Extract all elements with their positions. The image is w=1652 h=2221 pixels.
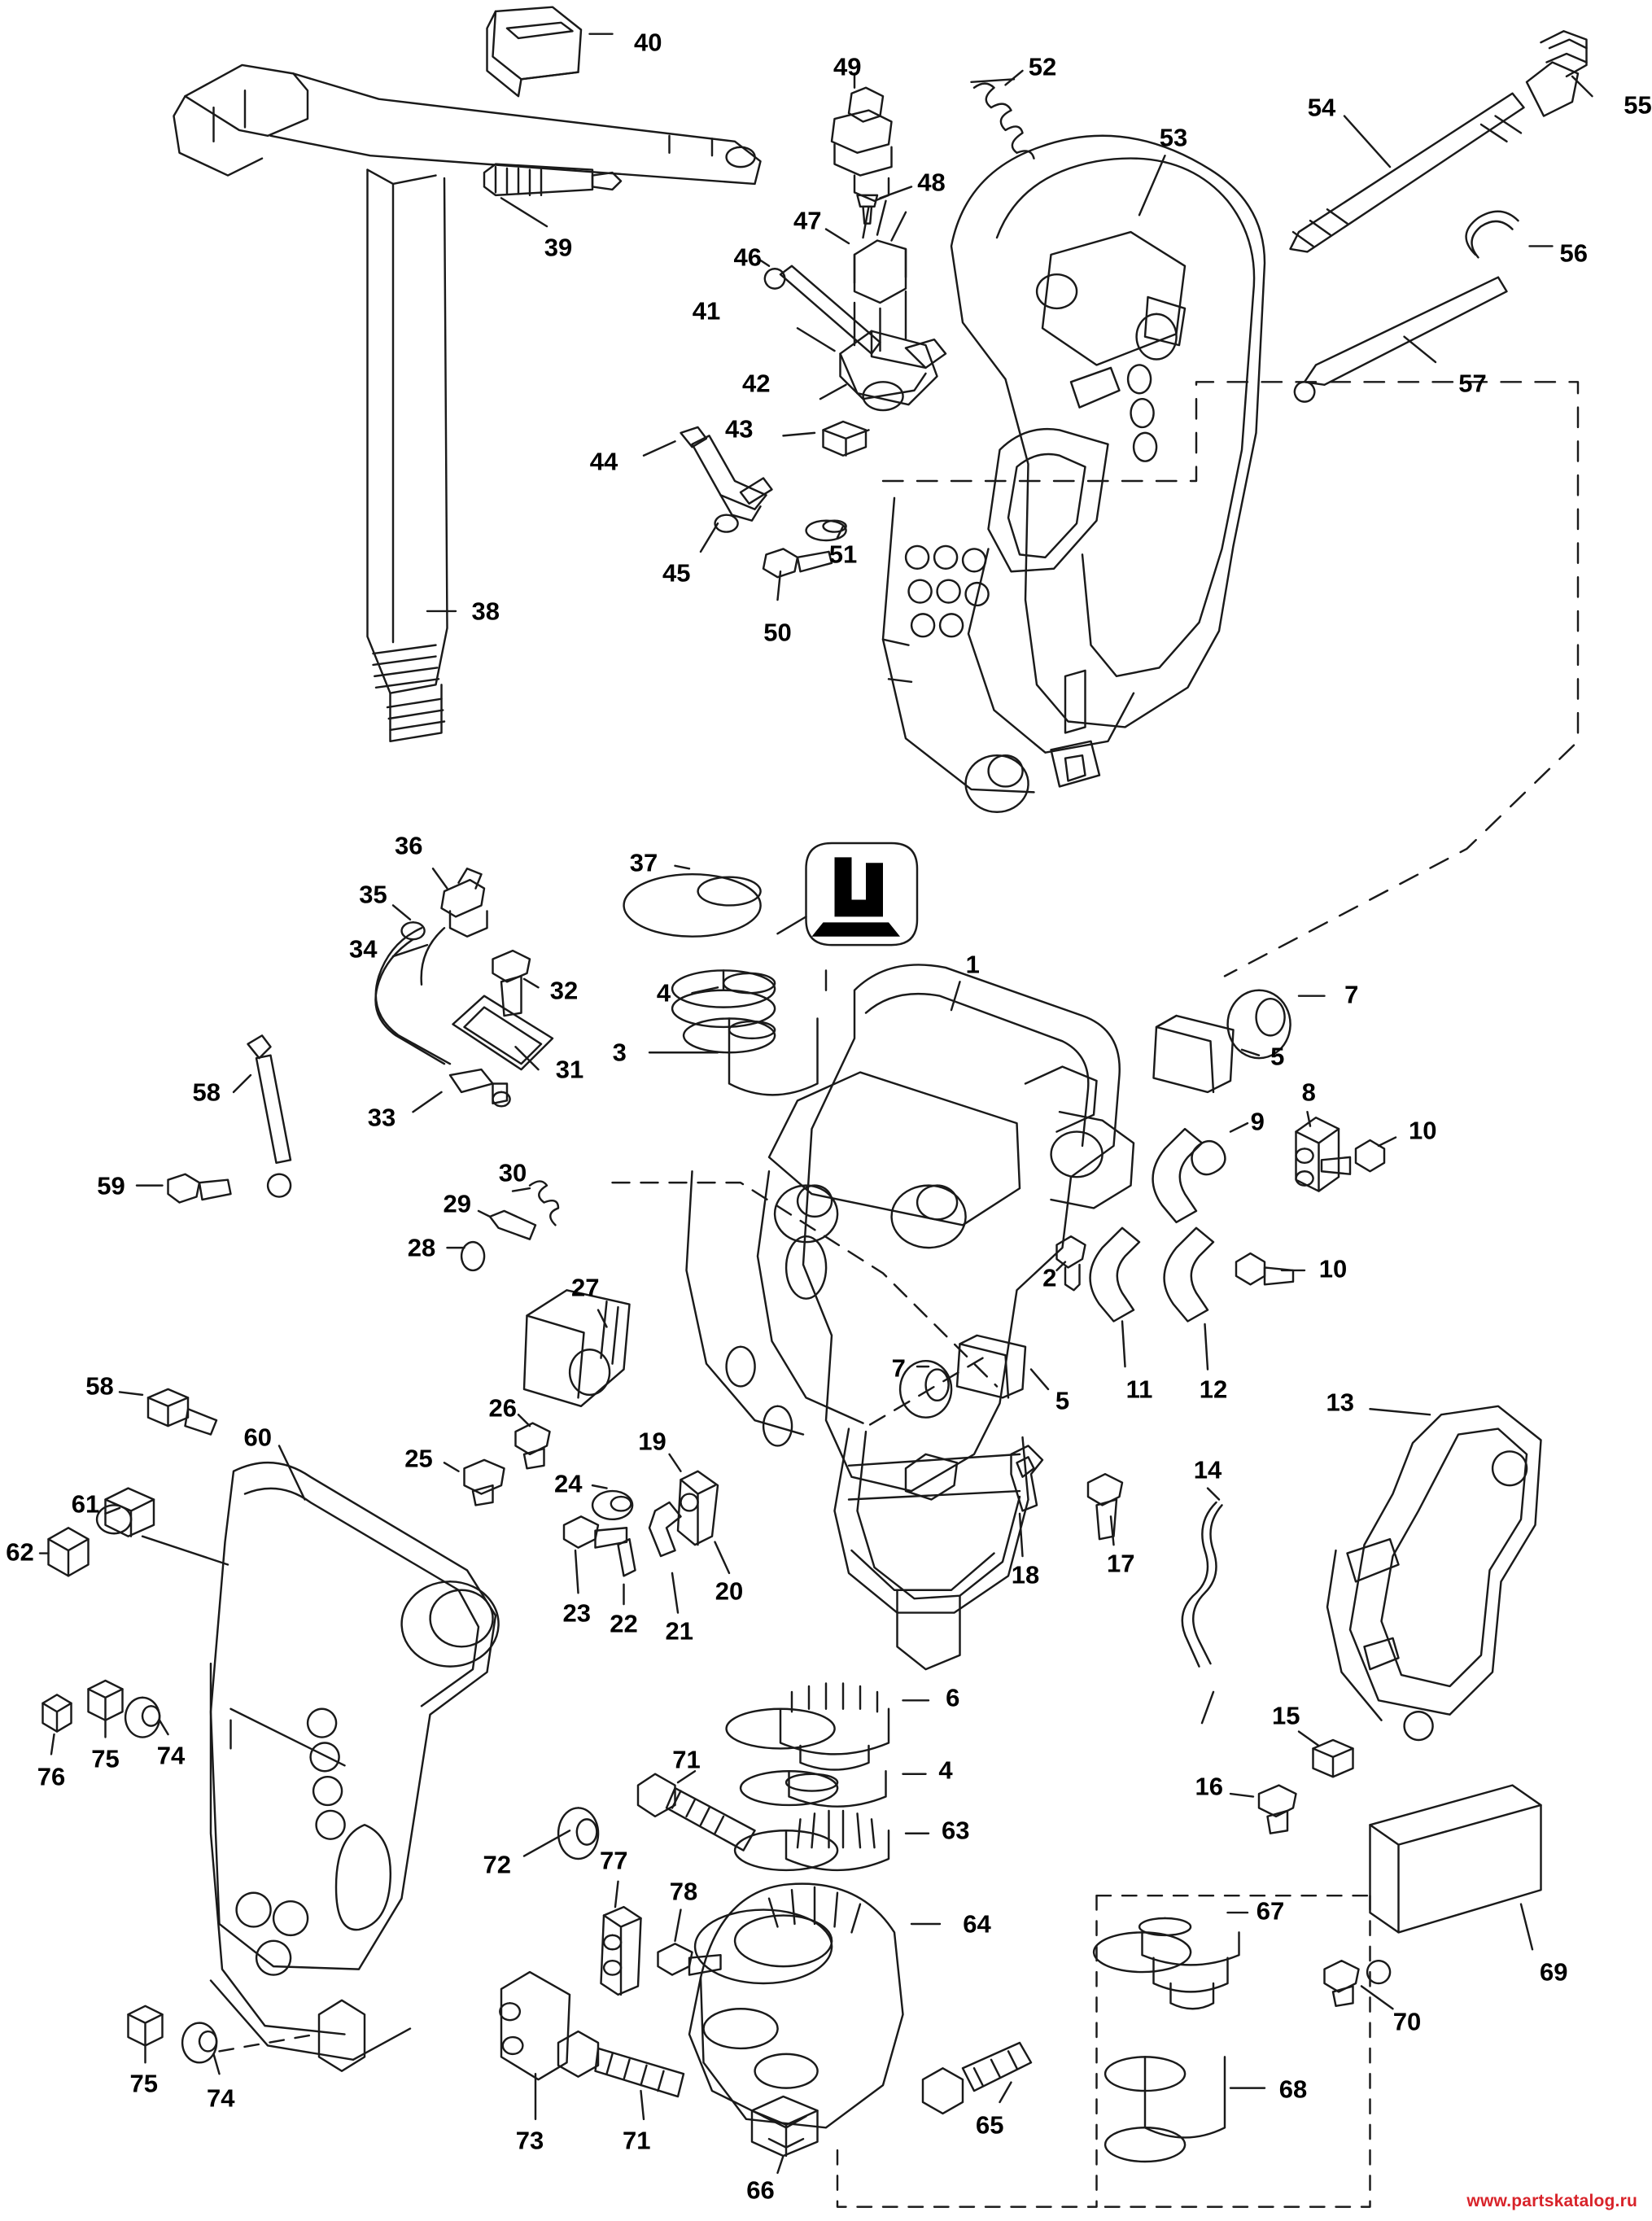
part-13-transom-bracket bbox=[1327, 1406, 1541, 1740]
part-43-nut bbox=[824, 422, 869, 456]
part-75-nut-upper bbox=[89, 1681, 123, 1720]
callout-number: 67 bbox=[1256, 1896, 1285, 1926]
callout-number: 24 bbox=[554, 1469, 583, 1498]
callout-number: 19 bbox=[638, 1427, 666, 1456]
callout-number: 1 bbox=[965, 950, 980, 979]
callout-number: 5 bbox=[1270, 1042, 1285, 1071]
callout-number: 61 bbox=[71, 1489, 100, 1519]
part-16-bolt bbox=[1259, 1786, 1296, 1834]
callout-number: 32 bbox=[549, 976, 579, 1005]
part-59-bolt bbox=[168, 1174, 231, 1203]
part-58-rod-upper bbox=[248, 1035, 291, 1196]
callout-number: 5 bbox=[1055, 1386, 1070, 1415]
part-53-swivel-bracket bbox=[883, 136, 1265, 812]
part-71-bolt-lower bbox=[558, 2031, 684, 2096]
part-21-clip bbox=[649, 1502, 681, 1556]
callout-number: 51 bbox=[828, 540, 858, 569]
part-17-bolt bbox=[1088, 1474, 1122, 1539]
part-4-bushing-lower bbox=[741, 1771, 885, 1806]
callout-number: 75 bbox=[91, 1744, 120, 1773]
callout-number: 34 bbox=[349, 934, 378, 964]
callout-number: 11 bbox=[1125, 1375, 1153, 1404]
callout-number: 40 bbox=[634, 28, 662, 57]
callout-number: 10 bbox=[1318, 1254, 1348, 1283]
part-12-clamp bbox=[1165, 1228, 1213, 1322]
callout-number: 53 bbox=[1159, 123, 1188, 152]
callout-number: 2 bbox=[1042, 1263, 1057, 1292]
callout-number: 6 bbox=[946, 1683, 960, 1712]
part-70-bolt bbox=[1325, 1961, 1359, 2006]
part-77-bracket bbox=[601, 1907, 641, 1995]
part-23-bolt bbox=[564, 1516, 627, 1547]
callout-number: 74 bbox=[156, 1741, 186, 1770]
part-8-bracket-small bbox=[1296, 1117, 1340, 1191]
callout-number: 66 bbox=[746, 2175, 775, 2205]
part-50-bolt bbox=[763, 549, 832, 577]
part-56-clip bbox=[1466, 212, 1519, 258]
callout-number: 49 bbox=[833, 52, 862, 81]
part-9-clamp-half-upper bbox=[1153, 1129, 1226, 1222]
part-25-screw bbox=[465, 1460, 505, 1506]
callout-number: 18 bbox=[1011, 1560, 1040, 1589]
part-44-45-lever bbox=[681, 427, 772, 532]
part-47-wires bbox=[854, 201, 906, 351]
part-41-42-43-cam bbox=[841, 331, 946, 410]
part-64-lower-housing bbox=[689, 1884, 903, 2128]
callout-number: 4 bbox=[656, 978, 671, 1008]
callout-number: 43 bbox=[725, 414, 754, 444]
callout-number: 27 bbox=[571, 1273, 600, 1302]
part-28-cap bbox=[461, 1242, 484, 1270]
part-49-grommet bbox=[832, 88, 892, 201]
callout-number: 31 bbox=[555, 1055, 584, 1084]
callout-number: 48 bbox=[917, 168, 946, 197]
part-60-clamp-bracket bbox=[211, 1462, 499, 2071]
part-2-fitting bbox=[1057, 1236, 1086, 1290]
part-68-bushing bbox=[1105, 2057, 1225, 2162]
callout-number: 60 bbox=[243, 1423, 272, 1452]
part-14-spring bbox=[1182, 1502, 1222, 1723]
part-54-55-tilt-rod bbox=[1291, 31, 1587, 251]
callout-number: 14 bbox=[1193, 1455, 1222, 1484]
callout-number: 37 bbox=[629, 848, 658, 877]
part-24-washer bbox=[592, 1491, 632, 1519]
callout-number: 22 bbox=[610, 1609, 638, 1638]
part-74-washer-upper bbox=[125, 1698, 160, 1738]
part-29-pin bbox=[490, 1211, 535, 1239]
callout-number: 69 bbox=[1540, 1957, 1568, 1987]
callout-number: 4 bbox=[938, 1755, 953, 1784]
callout-number: 63 bbox=[942, 1816, 970, 1845]
callout-number: 78 bbox=[669, 1877, 698, 1906]
callout-number: 10 bbox=[1409, 1116, 1437, 1145]
callout-number: 68 bbox=[1278, 2075, 1308, 2104]
part-69-rubber-bar bbox=[1367, 1786, 1541, 1983]
part-19-20-clip bbox=[678, 1471, 718, 1545]
callout-number: 21 bbox=[665, 1616, 693, 1646]
callout-number: 38 bbox=[471, 597, 500, 626]
callout-number: 58 bbox=[192, 1078, 221, 1107]
part-46-link-rod bbox=[765, 266, 881, 354]
callout-number: 52 bbox=[1028, 52, 1057, 81]
part-52-spring bbox=[972, 79, 1034, 158]
part-74-washer-lower bbox=[182, 2023, 216, 2063]
callout-number: 17 bbox=[1107, 1549, 1135, 1578]
callout-number: 50 bbox=[763, 618, 792, 647]
callout-number: 39 bbox=[544, 233, 573, 262]
callout-number: 55 bbox=[1624, 90, 1652, 120]
callout-number: 71 bbox=[623, 2126, 651, 2155]
callout-number: 13 bbox=[1326, 1388, 1354, 1417]
callout-number: 3 bbox=[612, 1038, 627, 1067]
part-78-bolt bbox=[658, 1943, 721, 1974]
part-32-bolt bbox=[493, 951, 531, 1016]
callout-number: 74 bbox=[207, 2083, 235, 2113]
callout-number: 46 bbox=[733, 243, 762, 272]
part-27-anode bbox=[524, 1290, 630, 1406]
part-62-nut-cap bbox=[49, 1528, 89, 1576]
part-75-nut-lower bbox=[129, 2006, 163, 2046]
part-40-block bbox=[487, 7, 582, 97]
part-30-spring bbox=[530, 1181, 558, 1225]
part-38-steering-tube bbox=[174, 65, 761, 741]
part-36-35-34-switch-harness bbox=[376, 868, 553, 1106]
callout-number: 44 bbox=[589, 447, 618, 476]
callout-number: 26 bbox=[488, 1393, 517, 1423]
callout-number: 9 bbox=[1250, 1107, 1265, 1136]
install-direction-symbol bbox=[806, 843, 918, 945]
callout-number: 77 bbox=[600, 1846, 628, 1875]
callout-number: 16 bbox=[1195, 1772, 1223, 1801]
part-58-bolt-lower bbox=[148, 1389, 216, 1435]
callout-number: 8 bbox=[1301, 1078, 1316, 1107]
callout-number: 72 bbox=[483, 1850, 511, 1879]
callout-number: 23 bbox=[562, 1598, 591, 1628]
callout-number: 7 bbox=[891, 1353, 906, 1383]
part-26-bolt bbox=[516, 1423, 550, 1469]
site-watermark: www.partskatalog.ru bbox=[1466, 2192, 1637, 2210]
callout-number: 47 bbox=[793, 206, 822, 235]
callout-number: 58 bbox=[85, 1371, 114, 1401]
part-4-bushing-upper bbox=[672, 970, 826, 1027]
callout-number: 15 bbox=[1272, 1701, 1300, 1730]
callout-number: 33 bbox=[367, 1103, 396, 1132]
part-1-main-bracket bbox=[687, 964, 1134, 1669]
callout-number: 64 bbox=[963, 1909, 991, 1939]
callout-number: 54 bbox=[1307, 93, 1336, 122]
part-71-bolt-upper bbox=[638, 1774, 755, 1851]
part-11-clamp bbox=[1090, 1228, 1139, 1322]
callout-number: 42 bbox=[742, 369, 771, 398]
part-67-mount bbox=[1094, 1918, 1239, 2009]
callout-number: 62 bbox=[6, 1537, 34, 1567]
part-37-washer bbox=[624, 874, 761, 936]
callout-number: 73 bbox=[515, 2126, 544, 2155]
callout-number: 28 bbox=[407, 1233, 436, 1262]
callout-number: 65 bbox=[976, 2110, 1004, 2140]
callout-number: 45 bbox=[662, 558, 691, 588]
callout-number: 56 bbox=[1559, 238, 1588, 268]
part-76-nut bbox=[43, 1694, 72, 1731]
callout-number: 7 bbox=[1344, 980, 1359, 1009]
callout-number: 70 bbox=[1392, 2007, 1422, 2036]
callout-number: 59 bbox=[97, 1171, 125, 1200]
part-7-washer-lower bbox=[900, 1361, 951, 1418]
part-65-bolt bbox=[923, 2043, 1031, 2114]
part-61-nut-large bbox=[97, 1489, 154, 1537]
part-3-sleeve bbox=[684, 1019, 817, 1095]
callout-number: 71 bbox=[672, 1745, 701, 1774]
callout-number: 25 bbox=[404, 1444, 433, 1473]
callout-number: 36 bbox=[395, 831, 423, 860]
callout-number: 29 bbox=[443, 1189, 471, 1218]
callout-number: 76 bbox=[37, 1762, 66, 1791]
part-10-bolt-upper bbox=[1322, 1140, 1384, 1174]
callout-number: 30 bbox=[498, 1158, 527, 1187]
callout-number: 75 bbox=[129, 2069, 158, 2098]
callout-number: 12 bbox=[1199, 1375, 1228, 1404]
part-10-bolt-lower bbox=[1236, 1253, 1293, 1284]
callout-number: 35 bbox=[359, 880, 387, 909]
callout-number: 41 bbox=[692, 296, 721, 326]
part-5-roller-upper bbox=[1154, 1016, 1234, 1092]
part-63-bearing bbox=[735, 1811, 889, 1870]
part-22-pin bbox=[618, 1539, 636, 1576]
part-6-bearing-housing bbox=[727, 1683, 889, 1769]
callout-number: 20 bbox=[715, 1576, 744, 1606]
callout-number: 57 bbox=[1458, 369, 1487, 398]
